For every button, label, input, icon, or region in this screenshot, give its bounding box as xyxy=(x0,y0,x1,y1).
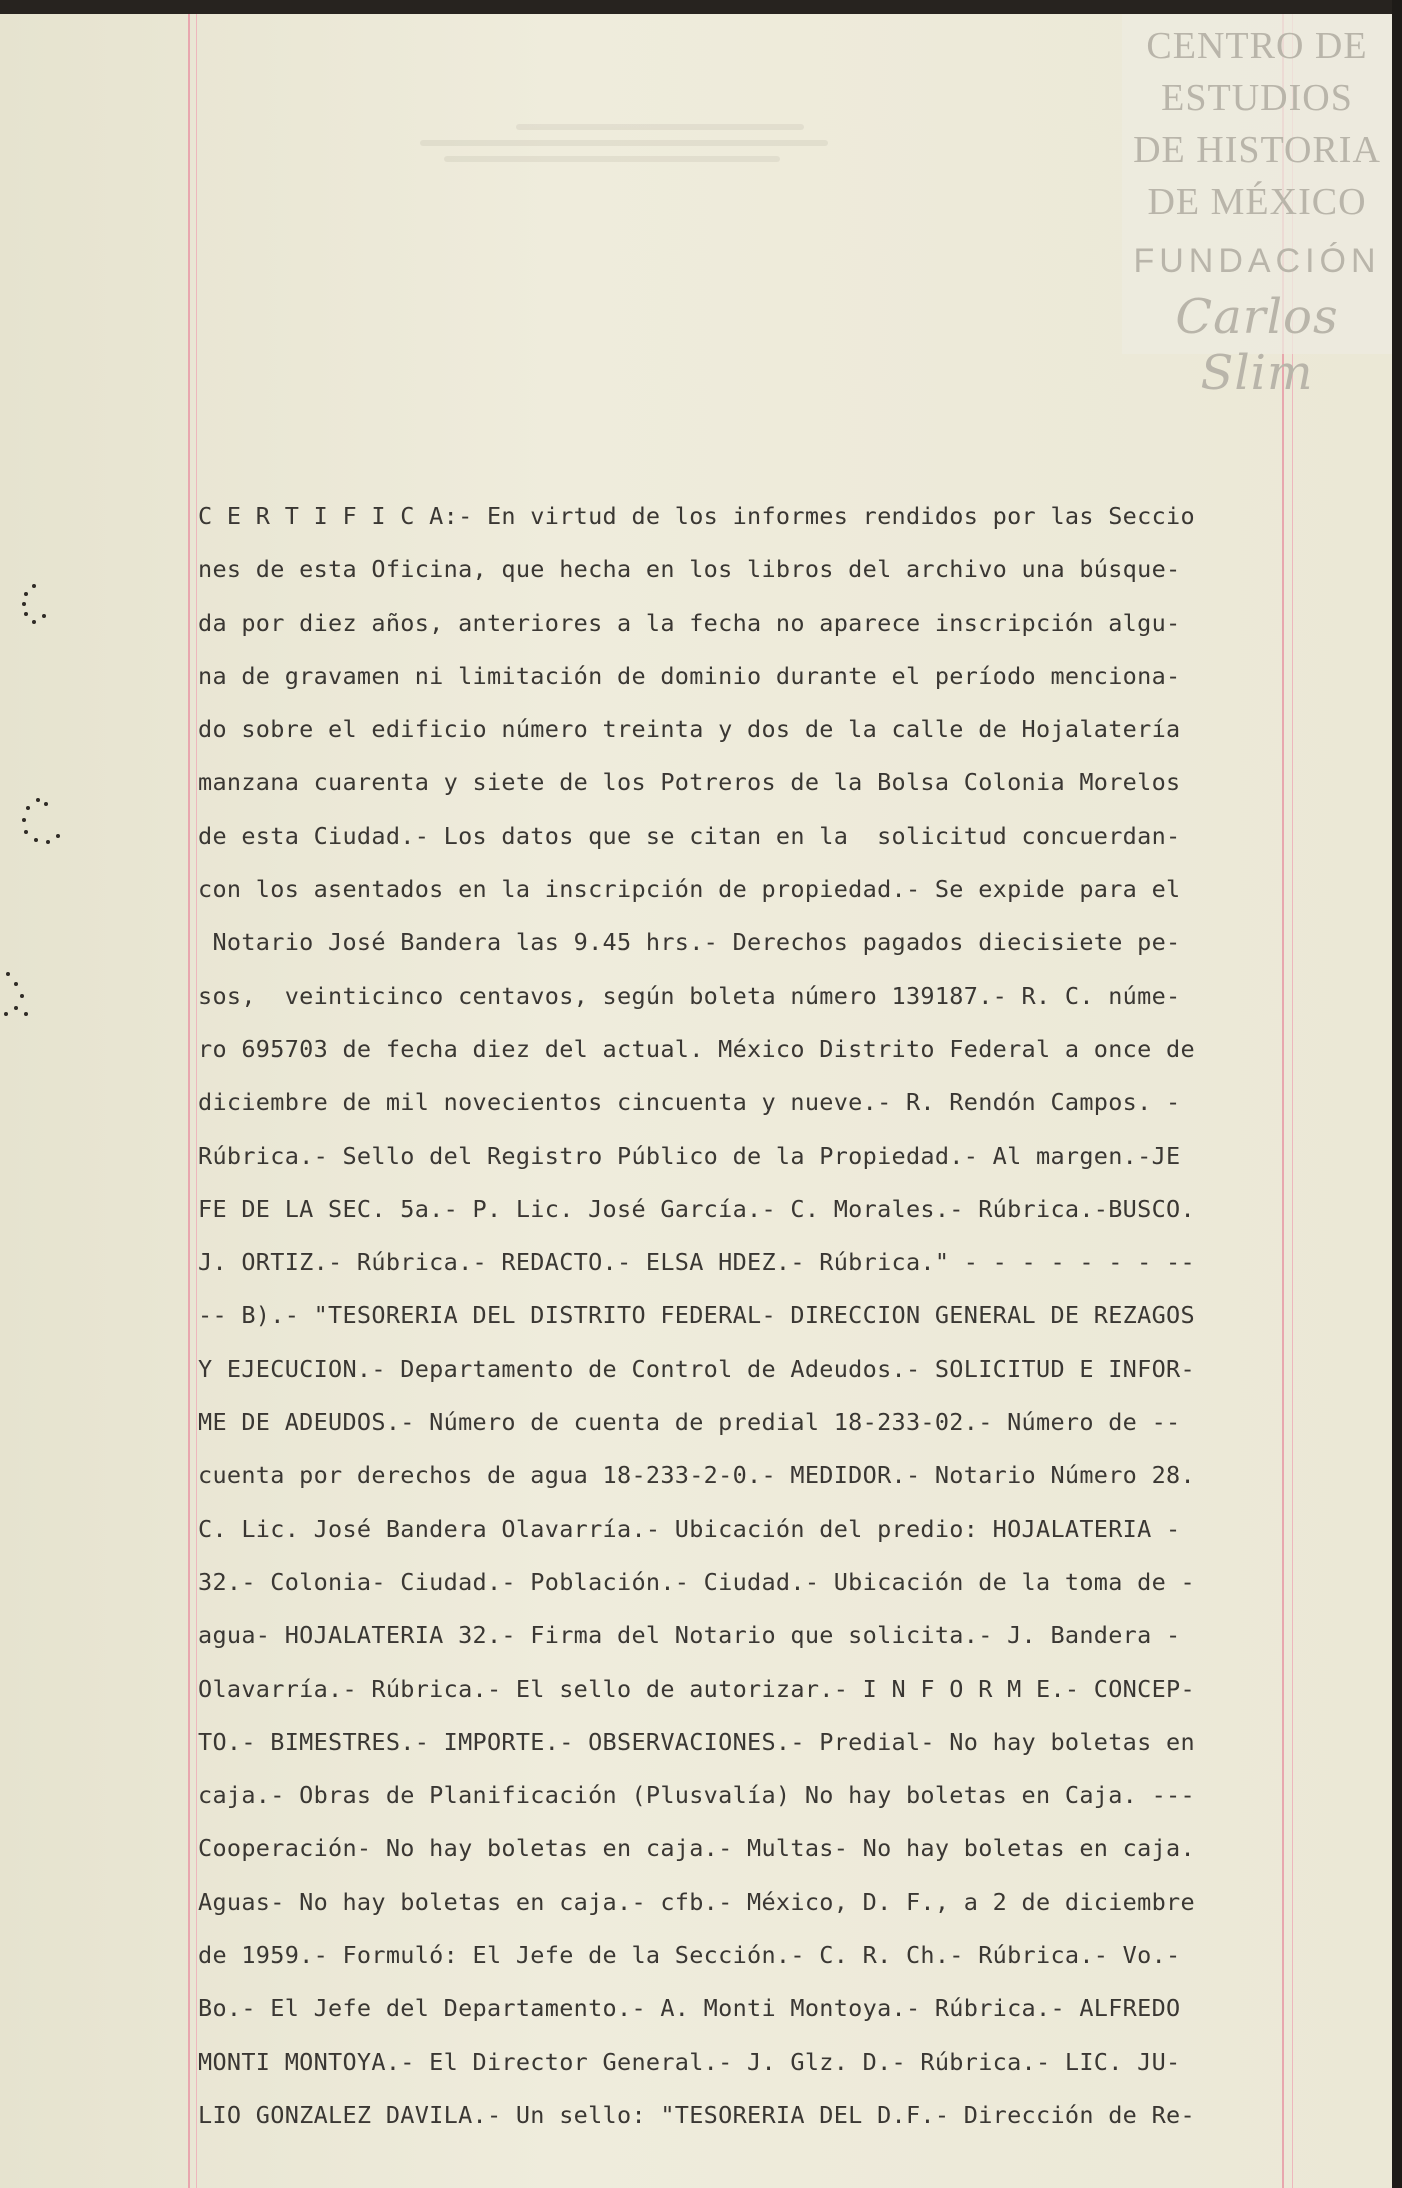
scan-right-edge xyxy=(1392,0,1402,2188)
punch-hole-marks xyxy=(20,798,64,854)
watermark-line: DE MÉXICO xyxy=(1147,181,1367,223)
text-line: ME DE ADEUDOS.- Número de cuenta de predial 18-233-02.- Número de -- xyxy=(198,1408,1181,1437)
left-margin-rule xyxy=(188,14,190,2188)
text-line: agua- HOJALATERIA 32.- Firma del Notario que solicita.- J. Bandera - xyxy=(198,1621,1181,1650)
typewritten-text xyxy=(198,490,1310,2142)
text-line: -- B).- "TESORERIA DEL DISTRITO FEDERAL- DIRECCION GENERAL DE REZAGOS xyxy=(198,1301,1195,1330)
text-line: caja.- Obras de Planificación (Plusvalía) No hay boletas en Caja. --- xyxy=(198,1781,1195,1810)
text-line: J. ORTIZ.- Rúbrica.- REDACTO.- ELSA HDEZ.- Rúbrica." - - - - - - - -- xyxy=(198,1248,1195,1277)
text-line: 32.- Colonia- Ciudad.- Población.- Ciudad.- Ubicación de la toma de - xyxy=(198,1567,1195,1596)
text-line: Notario José Bandera las 9.45 hrs.- Derechos pagados diecisiete pe- xyxy=(198,928,1181,957)
show-through-text xyxy=(420,114,900,204)
text-line: ro 695703 de fecha diez del actual. México Distrito Federal a once de xyxy=(198,1034,1195,1063)
text-line: Y EJECUCION.- Departamento de Control de Adeudos.- SOLICITUD E INFOR- xyxy=(198,1354,1195,1383)
text-line: C E R T I F I C A:- En virtud de los informes rendidos por las Seccio xyxy=(198,502,1195,530)
text-line: sos, veinticinco centavos, según boleta número 139187.- R. C. núme- xyxy=(198,981,1181,1010)
text-line: Olavarría.- Rúbrica.- El sello de autorizar.- I N F O R M E.- CONCEP- xyxy=(198,1674,1195,1703)
text-line: Rúbrica.- Sello del Registro Público de la Propiedad.- Al margen.-JE xyxy=(198,1141,1181,1170)
text-line: da por diez años, anteriores a la fecha no aparece inscripción algu- xyxy=(198,608,1181,637)
text-line: nes de esta Oficina, que hecha en los libros del archivo una búsque- xyxy=(198,555,1181,584)
text-line: MONTI MONTOYA.- El Director General.- J. Glz. D.- Rúbrica.- LIC. JU- xyxy=(198,2047,1181,2076)
left-margin-rule-inner xyxy=(196,14,197,2188)
punch-hole-marks xyxy=(0,972,36,1032)
text-line: cuenta por derechos de agua 18-233-2-0.- MEDIDOR.- Notario Número 28. xyxy=(198,1461,1195,1490)
text-line: Cooperación- No hay boletas en caja.- Multas- No hay boletas en caja. xyxy=(198,1834,1195,1863)
watermark-line: ESTUDIOS xyxy=(1161,77,1353,119)
watermark-line: DE HISTORIA xyxy=(1133,129,1381,171)
watermark-line: CENTRO DE xyxy=(1146,25,1368,67)
text-line: diciembre de mil novecientos cincuenta y nueve.- R. Rendón Campos. - xyxy=(198,1088,1181,1117)
watermark-foundation: FUNDACIÓN xyxy=(1133,242,1381,280)
text-line: LIO GONZALEZ DAVILA.- Un sello: "TESORERIA DEL D.F.- Dirección de Re- xyxy=(198,2100,1195,2129)
text-line: FE DE LA SEC. 5a.- P. Lic. José García.- C. Morales.- Rúbrica.-BUSCO. xyxy=(198,1194,1195,1223)
document-page xyxy=(0,14,1392,2188)
text-line: na de gravamen ni limitación de dominio durante el período menciona- xyxy=(198,661,1181,690)
text-line: manzana cuarenta y siete de los Potreros de la Bolsa Colonia Morelos xyxy=(198,768,1181,797)
text-line: Aguas- No hay boletas en caja.- cfb.- México, D. F., a 2 de diciembre xyxy=(198,1887,1195,1916)
text-line: de 1959.- Formuló: El Jefe de la Sección.- C. R. Ch.- Rúbrica.- Vo.- xyxy=(198,1941,1181,1970)
text-line: con los asentados en la inscripción de propiedad.- Se expide para el xyxy=(198,875,1181,904)
text-line: de esta Ciudad.- Los datos que se citan en la solicitud concuerdan- xyxy=(198,821,1181,850)
archive-watermark xyxy=(1122,14,1392,401)
text-line: do sobre el edificio número treinta y dos de la calle de Hojalatería xyxy=(198,715,1181,744)
punch-hole-marks xyxy=(20,584,50,634)
watermark-signature-logo: Carlos Slim xyxy=(1175,289,1339,401)
text-line: C. Lic. José Bandera Olavarría.- Ubicación del predio: HOJALATERIA - xyxy=(198,1514,1181,1543)
text-line: Bo.- El Jefe del Departamento.- A. Monti Montoya.- Rúbrica.- ALFREDO xyxy=(198,1994,1181,2023)
scan-top-edge xyxy=(0,0,1402,14)
text-line: TO.- BIMESTRES.- IMPORTE.- OBSERVACIONES.- Predial- No hay boletas en xyxy=(198,1727,1195,1756)
